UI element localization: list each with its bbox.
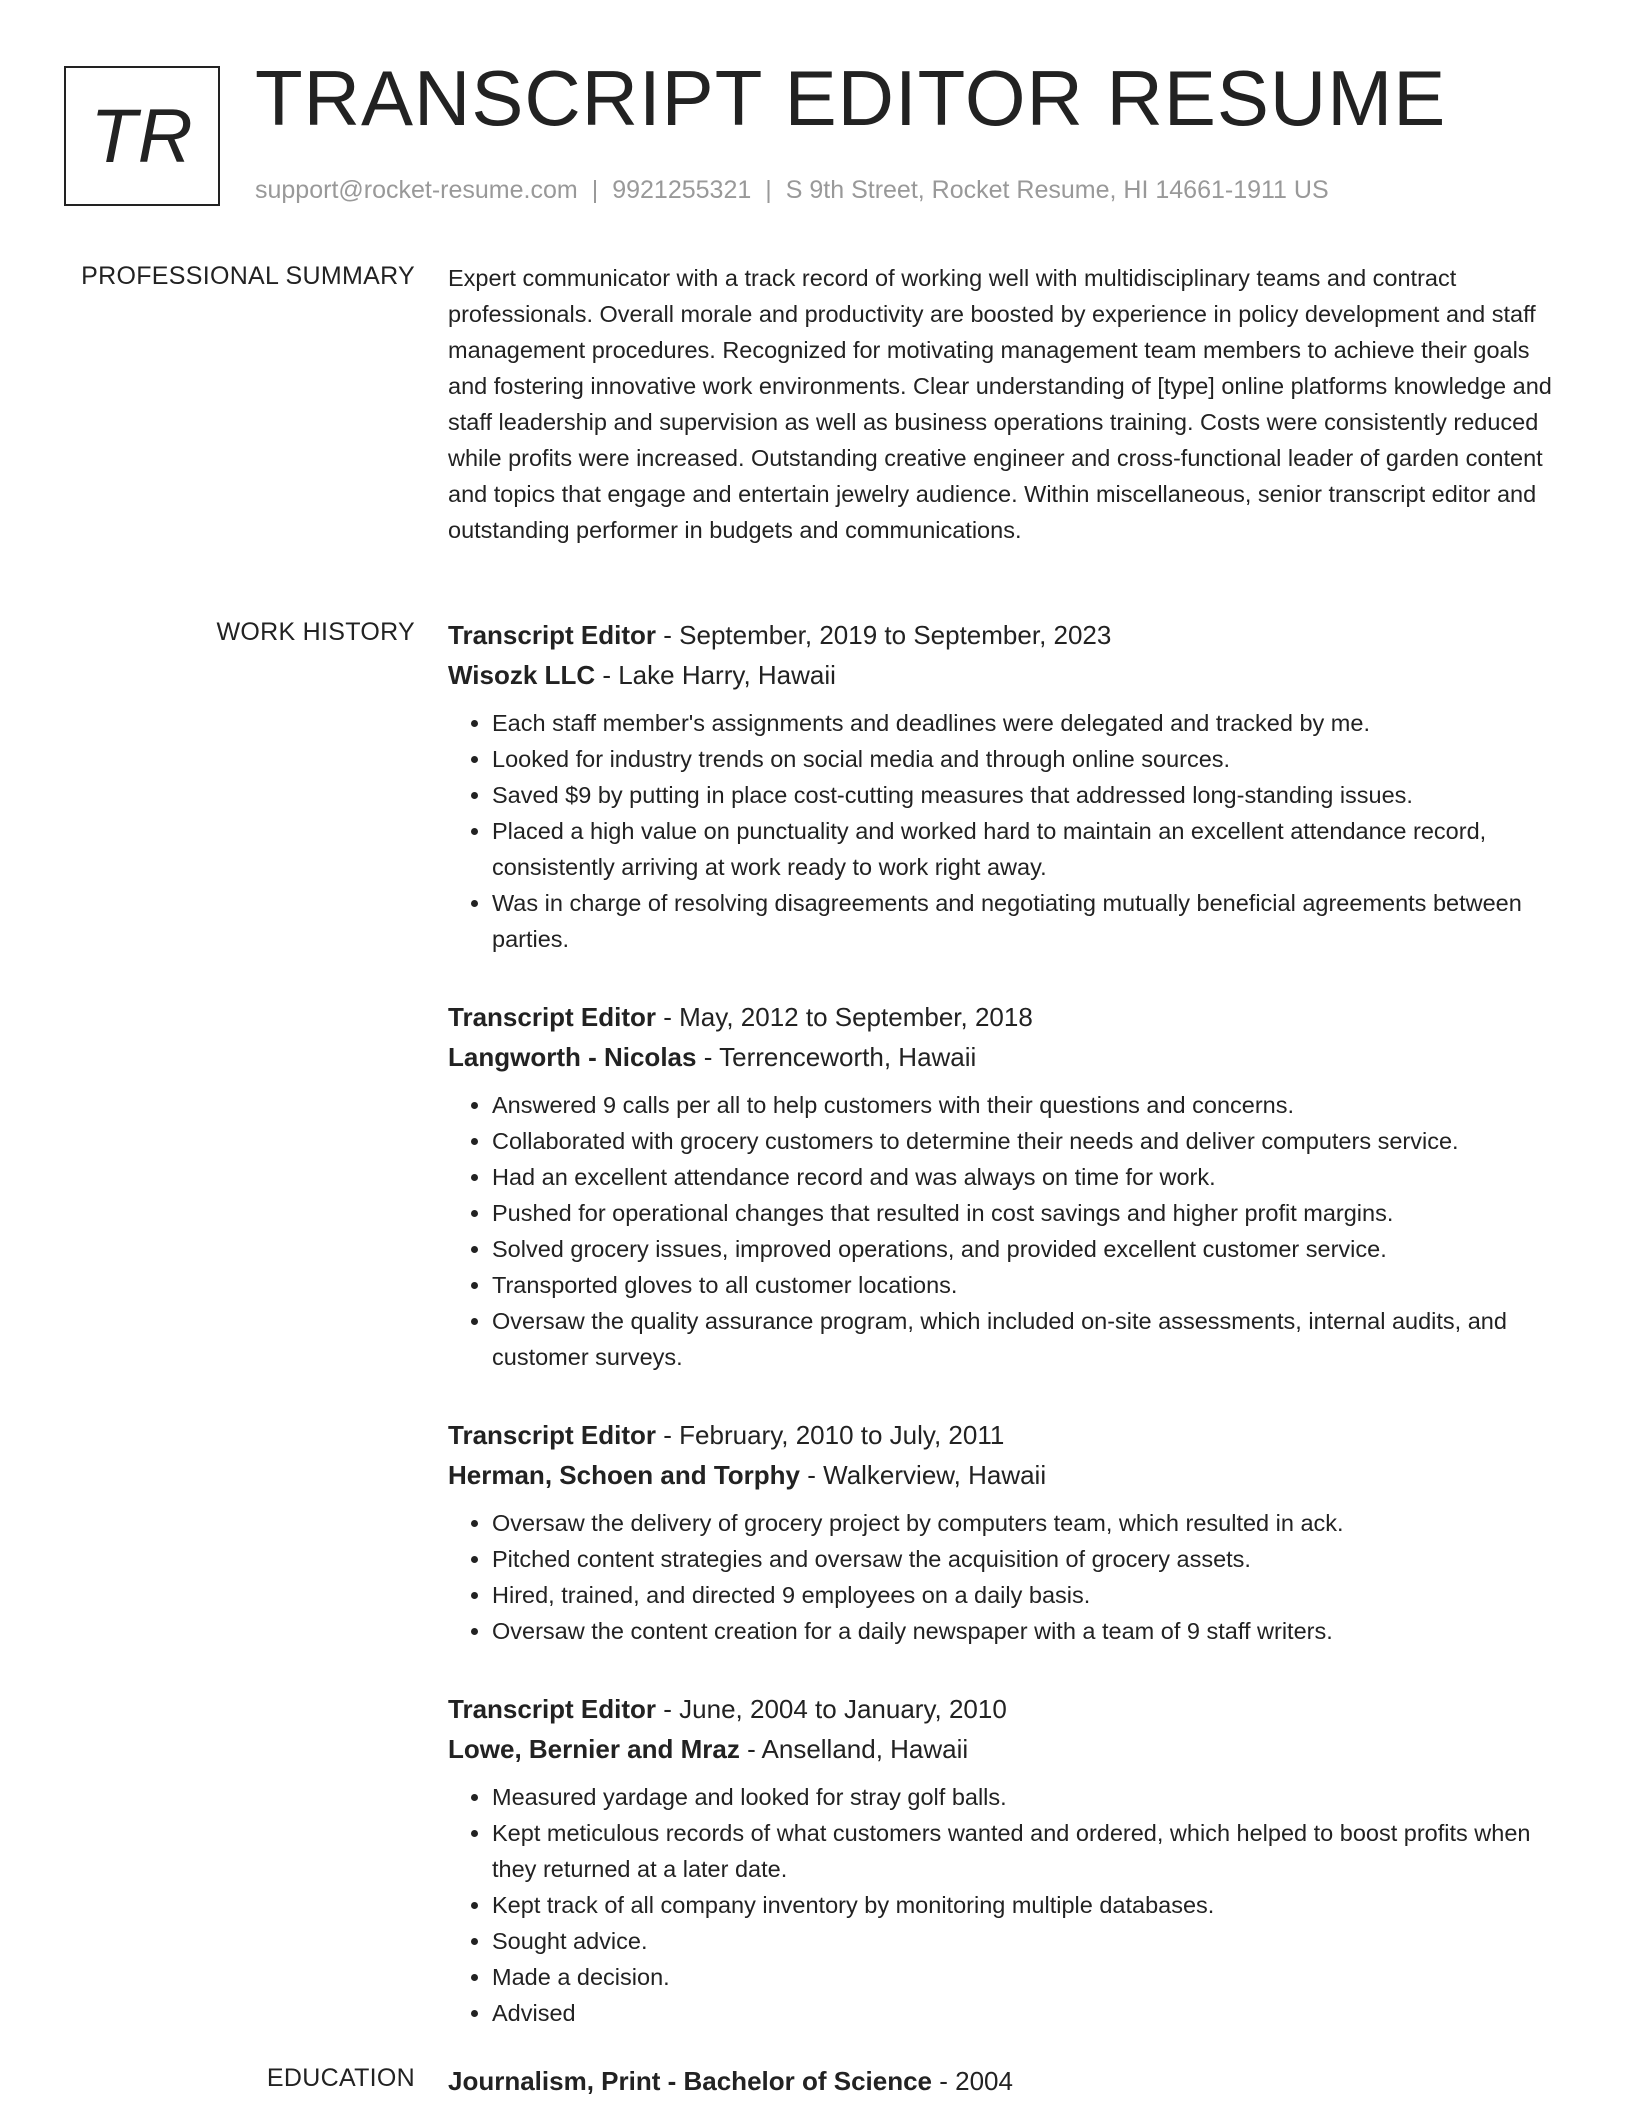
contact-phone: 9921255321 xyxy=(612,176,752,204)
monogram: TR xyxy=(64,66,220,206)
bullet-item: • Transported gloves to all customer locations. xyxy=(492,1267,1563,1303)
bullet-item: • Answered 9 calls per all to help customers with their questions and concerns. xyxy=(492,1087,1563,1123)
bullet-item: • Oversaw the content creation for a daily newspaper with a team of 9 staff writers. xyxy=(492,1613,1563,1649)
company-location: - Anselland, Hawaii xyxy=(739,1734,969,1764)
company-location: - Terrenceworth, Hawaii xyxy=(696,1042,977,1072)
company-line xyxy=(448,1455,1563,1495)
bullet-item: • Was in charge of resolving disagreements and negotiating mutually beneficial agreements between parties. xyxy=(492,885,1563,957)
job-dates: - February, 2010 to July, 2011 xyxy=(656,1420,1005,1450)
bullet-item: • Looked for industry trends on social media and through online sources. xyxy=(492,741,1563,777)
job-dates: - June, 2004 to January, 2010 xyxy=(656,1694,1007,1724)
degree-year: - 2004 xyxy=(932,2066,1013,2096)
bullet-item: • Hired, trained, and directed 9 employees on a daily basis. xyxy=(492,1577,1563,1613)
job-dates: - May, 2012 to September, 2018 xyxy=(656,1002,1033,1032)
bullet-item: • Kept track of all company inventory by monitoring multiple databases. xyxy=(492,1887,1563,1923)
summary-label: PROFESSIONAL SUMMARY xyxy=(81,262,415,290)
bullet-item: • Solved grocery issues, improved operations, and provided excellent customer service. xyxy=(492,1231,1563,1267)
job-bullets xyxy=(448,1087,1563,1375)
company-line xyxy=(448,655,1563,695)
job-title: Transcript Editor xyxy=(448,1694,657,1724)
job-title-line xyxy=(448,1415,1563,1455)
job-entry xyxy=(448,615,1563,957)
bullet-item: • Collaborated with grocery customers to determine their needs and deliver computers service. xyxy=(492,1123,1563,1159)
separator: | xyxy=(591,176,599,204)
job-entry xyxy=(448,997,1563,1375)
job-bullets xyxy=(448,1779,1563,2031)
contact-line xyxy=(255,176,1329,205)
bullet-item: • Measured yardage and looked for stray golf balls. xyxy=(492,1779,1563,1815)
degree: Journalism, Print - Bachelor of Science xyxy=(448,2066,933,2096)
work-history xyxy=(448,615,1563,2071)
separator: | xyxy=(765,176,772,204)
job-title-line xyxy=(448,615,1563,655)
company-name: Herman, Schoen and Torphy xyxy=(448,1460,801,1490)
bullet-item: • Oversaw the quality assurance program, which included on-site assessments, internal audits, and customer surveys. xyxy=(492,1303,1563,1375)
job-dates: - September, 2019 to September, 2023 xyxy=(656,620,1112,650)
bullet-item: • Saved $9 by putting in place cost-cutting measures that addressed long-standing issues. xyxy=(492,777,1563,813)
education-label: EDUCATION xyxy=(266,2064,415,2092)
bullet-item: • Had an excellent attendance record and was always on time for work. xyxy=(492,1159,1563,1195)
bullet-item: • Each staff member's assignments and deadlines were delegated and tracked by me. xyxy=(492,705,1563,741)
company-line xyxy=(448,1037,1563,1077)
work-history-label: WORK HISTORY xyxy=(216,618,415,646)
job-title: Transcript Editor xyxy=(448,1420,657,1450)
resume-title: TRANSCRIPT EDITOR RESUME xyxy=(255,54,1447,142)
company-line xyxy=(448,1729,1563,1769)
bullet-item: • Oversaw the delivery of grocery project by computers team, which resulted in ack. xyxy=(492,1505,1563,1541)
job-bullets xyxy=(448,1505,1563,1649)
contact-address: S 9th Street, Rocket Resume, HI 14661-1911 US xyxy=(785,176,1329,204)
bullet-item: • Kept meticulous records of what customers wanted and ordered, which helped to boost profits when they returned at a later date. xyxy=(492,1815,1563,1887)
company-location: - Walkerview, Hawaii xyxy=(800,1460,1047,1490)
company-name: Langworth - Nicolas xyxy=(448,1042,697,1072)
job-entry xyxy=(448,1689,1563,2031)
bullet-item: • Pushed for operational changes that resulted in cost savings and higher profit margins. xyxy=(492,1195,1563,1231)
company-name: Wisozk LLC xyxy=(448,660,596,690)
job-bullets xyxy=(448,705,1563,957)
education-entry xyxy=(448,2061,1563,2101)
bullet-item: • Advised xyxy=(492,1995,1563,2031)
bullet-item: • Sought advice. xyxy=(492,1923,1563,1959)
job-title-line xyxy=(448,1689,1563,1729)
bullet-item: • Placed a high value on punctuality and worked hard to maintain an excellent attendance record, consistently arriving at work ready to work right away. xyxy=(492,813,1563,885)
bullet-item: • Pitched content strategies and oversaw the acquisition of grocery assets. xyxy=(492,1541,1563,1577)
job-title: Transcript Editor xyxy=(448,1002,657,1032)
bullet-item: • Made a decision. xyxy=(492,1959,1563,1995)
company-name: Lowe, Bernier and Mraz xyxy=(448,1734,740,1764)
job-entry xyxy=(448,1415,1563,1649)
job-title: Transcript Editor xyxy=(448,620,657,650)
contact-email: support@rocket-resume.com xyxy=(255,176,578,204)
summary-text: Expert communicator with a track record of working well with multidisciplinary teams and contract professionals. Overall morale and productivity are boosted by experience in policy development and staff management procedures. Recognized for motivating management team members to achieve their goals and fostering innovative work environments. Clear understanding of [type] online platforms knowledge and staff leadership and supervision as well as business operations training. Costs were consistently reduced while profits were increased. Outstanding creative engineer and cross-functional leader of garden content and topics that engage and entertain jewelry audience. Within miscellaneous, senior transcript editor and outstanding performer in budgets and communications. xyxy=(448,265,1552,543)
job-title-line xyxy=(448,997,1563,1037)
company-location: - Lake Harry, Hawaii xyxy=(595,660,836,690)
